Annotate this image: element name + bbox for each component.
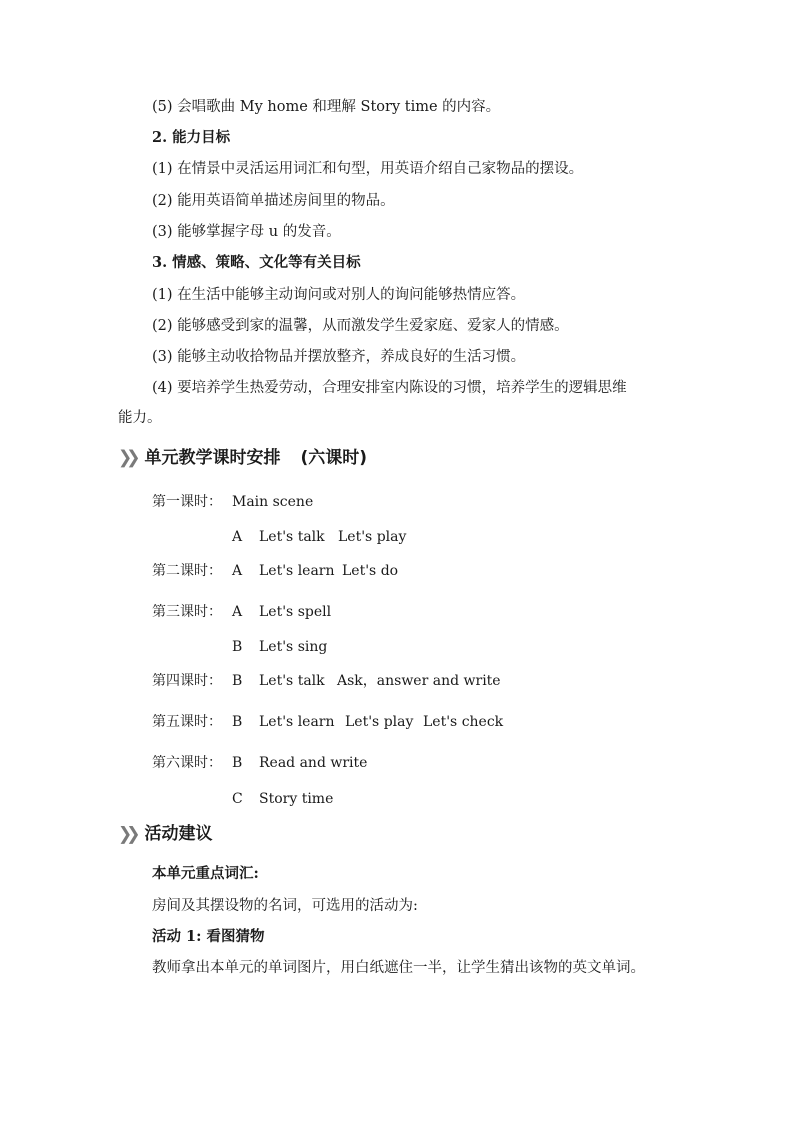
lesson-part: B: [232, 755, 243, 771]
activity1-text: 教师拿出本单元的单词图片，用白纸遮住一半，让学生猜出该物的英文单词。: [152, 960, 645, 976]
emotion-goal-item: (2) 能够感受到家的温馨，从而激发学生爱家庭、爱家人的情感。: [152, 318, 569, 334]
vocab-heading: 本单元重点词汇:: [152, 865, 259, 882]
goal-item-5: (5) 会唱歌曲 My home 和理解 Story time 的内容。: [152, 99, 501, 115]
lesson-activity: Let's do: [342, 563, 399, 579]
ability-goal-item: (2) 能用英语简单描述房间里的物品。: [152, 193, 395, 209]
lesson-part: B: [232, 714, 243, 730]
schedule-heading-paren: (六课时): [300, 448, 368, 468]
double-chevron-icon: ❯❯: [118, 823, 135, 845]
lesson-activity: Let's talk: [259, 673, 325, 689]
vocab-text: 房间及其摆设物的名词，可选用的活动为:: [152, 898, 418, 914]
lesson-label: 第二课时：: [152, 563, 222, 579]
emotion-goals-heading: 3. 情感、策略、文化等有关目标: [152, 254, 361, 271]
ability-goal-item: (1) 在情景中灵活运用词汇和句型，用英语介绍自己家物品的摆设。: [152, 161, 584, 177]
lesson-part: C: [232, 791, 243, 807]
lesson-label: 第三课时：: [152, 604, 222, 620]
schedule-heading-text: 单元教学课时安排: [144, 448, 281, 468]
lesson-activity: Let's play: [338, 529, 407, 545]
ability-goal-item: (3) 能够掌握字母 u 的发音。: [152, 224, 341, 240]
activity1-heading: 活动 1: 看图猜物: [152, 928, 265, 945]
lesson-activity: Let's sing: [259, 639, 328, 655]
lesson-activity: Let's check: [423, 714, 504, 730]
lesson-part: B: [232, 639, 243, 655]
activities-section-heading: [118, 822, 213, 846]
ability-goals-heading: 2. 能力目标: [152, 129, 231, 146]
emotion-goal-item: (4) 要培养学生热爱劳动，合理安排室内陈设的习惯，培养学生的逻辑思维: [152, 380, 627, 396]
lesson-part: B: [232, 673, 243, 689]
lesson-part: A: [232, 604, 243, 620]
double-chevron-icon: ❯❯: [118, 447, 135, 469]
activities-heading-text: 活动建议: [144, 824, 213, 844]
schedule-section-heading: [118, 446, 367, 470]
lesson-part: A: [232, 529, 243, 545]
lesson-part: A: [232, 563, 243, 579]
emotion-goal-item: (3) 能够主动收拾物品并摆放整齐，养成良好的生活习惯。: [152, 349, 526, 365]
emotion-goal-item: (1) 在生活中能够主动询问或对别人的询问能够热情应答。: [152, 287, 526, 303]
lesson-content: Main scene: [232, 494, 314, 510]
lesson-activity: Let's play: [345, 714, 414, 730]
lesson-activity: Ask，answer and write: [337, 673, 501, 689]
lesson-label: 第五课时：: [152, 714, 222, 730]
lesson-label: 第四课时：: [152, 673, 222, 689]
lesson-label: 第一课时：: [152, 494, 222, 510]
lesson-activity: Let's learn: [259, 714, 335, 730]
lesson-activity: Read and write: [259, 755, 368, 771]
lesson-label: 第六课时：: [152, 755, 222, 771]
lesson-activity: Let's learn: [259, 563, 335, 579]
lesson-activity: Let's spell: [259, 604, 332, 620]
emotion-goal-item-continuation: 能力。: [118, 410, 162, 426]
lesson-activity: Let's talk: [259, 529, 325, 545]
lesson-activity: Story time: [259, 791, 334, 807]
